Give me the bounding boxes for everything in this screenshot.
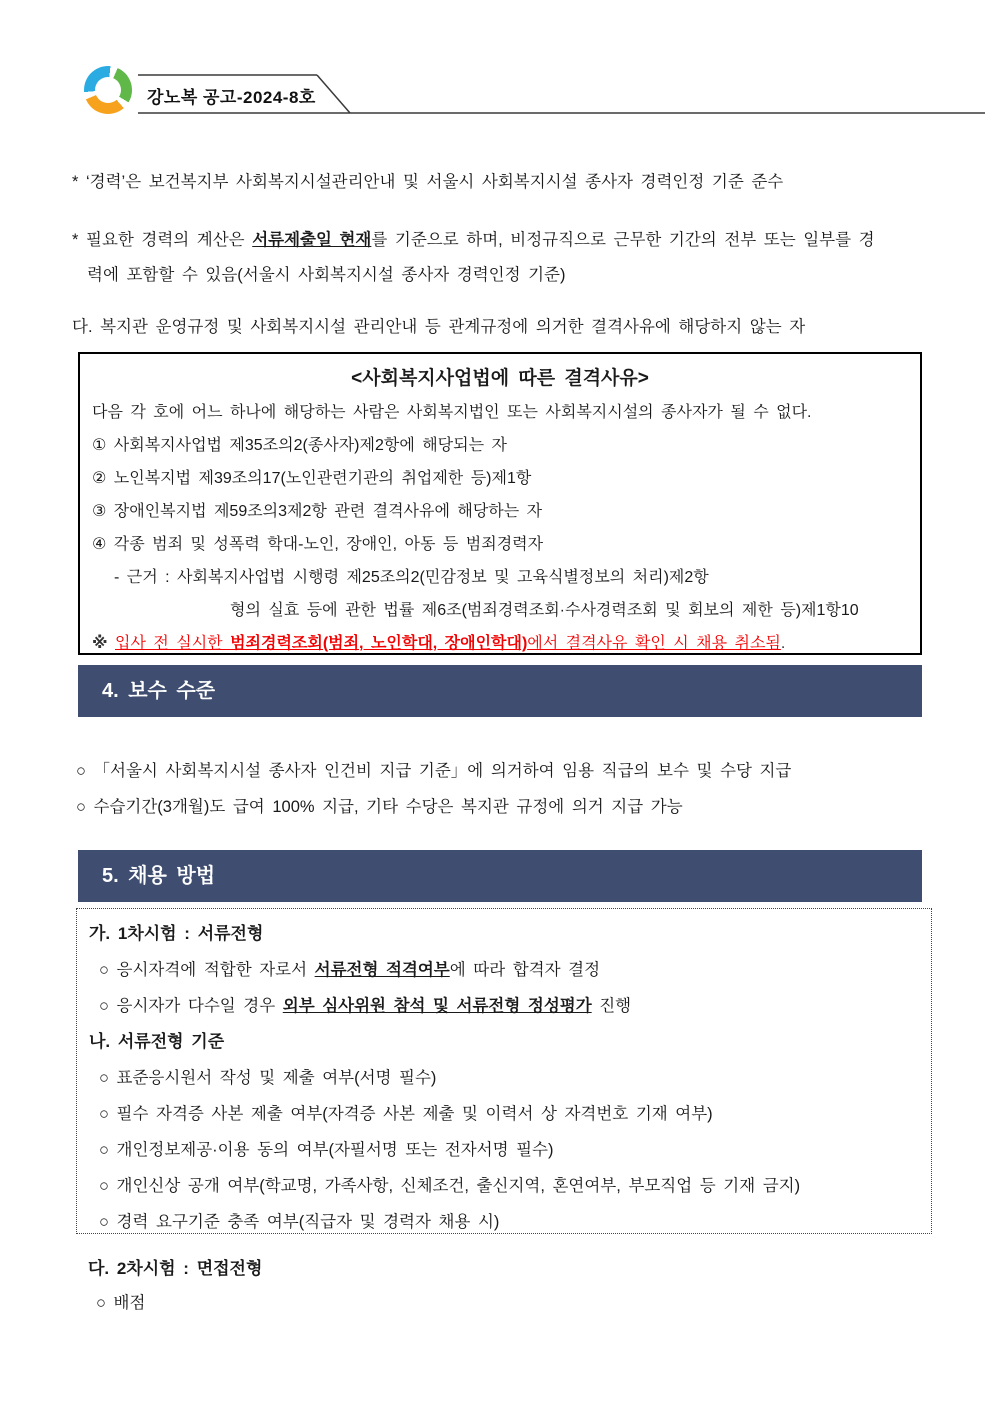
- exam1-b1-emphasis: 서류전형 적격여부: [314, 961, 450, 979]
- section5-header: 5. 채용 방법: [78, 850, 922, 902]
- note-career-calculation-line2: 력에 포함할 수 있음(서울시 사회복지시설 종사자 경력인정 기준): [87, 266, 566, 284]
- document-number: 강노복 공고-2024-8호: [147, 88, 316, 107]
- item-da-no-disqualification: 다. 복지관 운영규정 및 사회복지시설 관리안내 등 관계규정에 의거한 결격사유에 해당하지 않는 자: [72, 318, 806, 336]
- exam1-b2-pre: ○ 응시자가 다수일 경우: [99, 997, 283, 1015]
- warning-red-text: [115, 635, 781, 652]
- exam1-bullet-1: [89, 952, 921, 988]
- criteria-item-4: ○ 개인신상 공개 여부(학교명, 가족사항, 신체조건, 출신지역, 혼연여부, 부모직업 등 기재 금지): [99, 1177, 801, 1195]
- note2-emphasis: 서류제출일 현재: [252, 231, 372, 249]
- exam1-b1-pre: ○ 응시자격에 적합한 자로서: [99, 961, 315, 979]
- exam1-b2-post: 진행: [591, 997, 632, 1015]
- exam2-bullet-scoring: ○ 배점: [96, 1294, 146, 1312]
- section4-bullet-pay-standard: ○ 「서울시 사회복지시설 종사자 인건비 지급 기준」에 의거하여 임용 직급의 보수 및 수당 지급: [76, 762, 792, 780]
- criteria-item-1: ○ 표준응시원서 작성 및 제출 여부(서명 필수): [99, 1069, 437, 1087]
- header-banner-lines: [0, 0, 992, 140]
- warning-post: 에서 결격사유 확인 시 채용 취소됨: [527, 635, 781, 652]
- exam1-b1-post: 에 따라 합격자 결정: [449, 961, 601, 979]
- section4-header: 4. 보수 수준: [78, 665, 922, 717]
- note-career-calculation-line1: [72, 226, 875, 250]
- exam1-b2-emphasis: 외부 심사위원 참석 및 서류전형 정성평가: [282, 997, 592, 1015]
- criteria-item-2: ○ 필수 자격증 사본 제출 여부(자격증 사본 제출 및 이력서 상 자격번호 기재 여부): [99, 1105, 713, 1123]
- exam2-heading: 다. 2차시험 : 면접전형: [88, 1259, 263, 1278]
- note-career-standard: * ‘경력’은 보건복지부 사회복지시설관리안내 및 서울시 사회복지시설 종사자 경력인정 기준 준수: [72, 173, 784, 191]
- criteria-heading: 나. 서류전형 기준: [89, 1032, 225, 1051]
- legal-basis-line2: 형의 실효 등에 관한 법률 제6조(범죄경력조회·수사경력조회 및 회보의 제한 등)제1항10: [230, 602, 859, 619]
- disqualification-item-1: ① 사회복지사업법 제35조의2(종사자)제2항에 해당되는 자: [92, 437, 507, 454]
- criteria-item-3: ○ 개인정보제공·이용 동의 여부(자필서명 또는 전자서명 필수): [99, 1141, 554, 1159]
- disqualification-box: [78, 352, 922, 655]
- legal-basis-line1: - 근거 : 사회복지사업법 시행령 제25조의2(민감정보 및 고육식별정보의 처리)제2항: [114, 569, 709, 586]
- note2-pre: * 필요한 경력의 계산은: [72, 231, 253, 249]
- disqualification-intro: 다음 각 호에 어느 하나에 해당하는 사람은 사회복지법인 또는 사회복지시설의 종사자가 될 수 없다.: [92, 404, 812, 421]
- exam1-heading: 가. 1차시험 : 서류전형: [89, 924, 264, 943]
- warning-mark: ※: [92, 635, 115, 652]
- disqualification-item-4: ④ 각종 범죄 및 성폭력 학대-노인, 장애인, 아동 등 범죄경력자: [92, 536, 544, 553]
- disqualification-item-3: ③ 장애인복지법 제59조의3제2항 관련 결격사유에 해당하는 자: [92, 503, 543, 520]
- recruitment-method-box: [76, 908, 932, 1234]
- disqualification-item-2: ② 노인복지법 제39조의17(노인관련기관의 취업제한 등)제1항: [92, 470, 532, 487]
- warning-bold: 범죄경력조회(범죄, 노인학대, 장애인학대): [230, 635, 528, 652]
- note2-post: 를 기준으로 하며, 비정규직으로 근무한 기간의 전부 또는 일부를 경: [371, 231, 875, 249]
- disqualification-box-title: <사회복지사업법에 따른 결격사유>: [351, 368, 649, 389]
- criteria-item-5: ○ 경력 요구기준 충족 여부(직급자 및 경력자 채용 시): [99, 1213, 500, 1231]
- criminal-record-warning: [92, 627, 908, 660]
- exam1-bullet-2: [89, 988, 921, 1024]
- section4-bullet-probation: ○ 수습기간(3개월)도 급여 100% 지급, 기타 수당은 복지관 규정에 의거 지급 가능: [76, 798, 683, 816]
- warning-period: .: [780, 635, 786, 652]
- warning-pre: 입사 전 실시한: [115, 635, 231, 652]
